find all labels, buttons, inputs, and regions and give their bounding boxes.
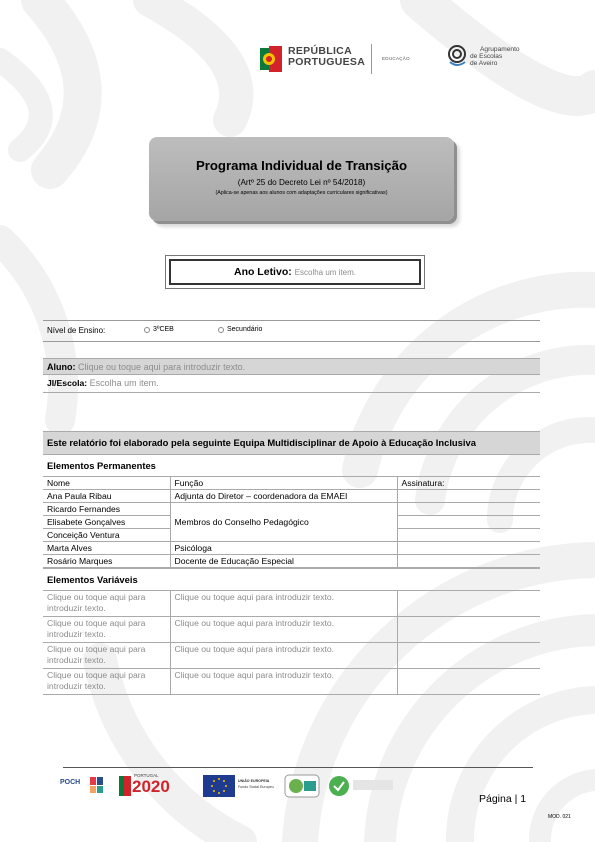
member-name: Conceição Ventura (43, 529, 170, 542)
radio-circle-icon (218, 327, 224, 333)
signature-cell[interactable] (397, 542, 540, 555)
table-row (43, 643, 540, 669)
eu-text: UNIÃO EUROPEIA Fundo Social Europeu (238, 779, 274, 789)
signature-cell[interactable] (397, 669, 540, 695)
poch-emblem-icon (88, 775, 106, 795)
variavel-nome-input[interactable]: Clique ou toque aqui para introduzir texto. (43, 591, 170, 617)
footer-divider (63, 767, 533, 768)
header-nome: Nome (43, 477, 170, 490)
variavel-funcao-input[interactable]: Clique ou toque aqui para introduzir texto. (170, 617, 397, 643)
ano-letivo-label: Ano Letivo: (233, 266, 292, 278)
portugal-2020-logo: 2020 (132, 777, 170, 796)
portugal-emblem-icon (258, 42, 284, 74)
equipa-title: Este relatório foi elaborado pela seguinte Equipa Multidisciplinar de Apoio à Educação Inclusiva (43, 431, 540, 454)
escola-label: JI/Escola: (47, 378, 88, 388)
logo-divider (371, 44, 372, 74)
signature-cell[interactable] (397, 503, 540, 516)
nivel-ensino-label: Nível de Ensino: (47, 326, 106, 335)
agrupamento-emblem-icon (448, 44, 468, 68)
ano-letivo-box (165, 255, 425, 289)
signature-cell[interactable] (397, 617, 540, 643)
ano-letivo-field (169, 259, 421, 285)
variavel-nome-input[interactable]: Clique ou toque aqui para introduzir texto. (43, 669, 170, 695)
table-row (43, 490, 540, 503)
signature-cell[interactable] (397, 555, 540, 568)
table-row (43, 669, 540, 695)
elementos-permanentes-title: Elementos Permanentes (43, 454, 540, 476)
member-name: Ana Paula Ribau (43, 490, 170, 503)
nivel-ensino-row (43, 320, 540, 342)
selo-logo-icon (284, 774, 320, 798)
agrupamento-logo (448, 44, 548, 74)
variavel-nome-input[interactable]: Clique ou toque aqui para introduzir texto. (43, 617, 170, 643)
member-name: Elisabete Gonçalves (43, 516, 170, 529)
eu-flag-icon (203, 775, 235, 797)
header-funcao: Função (170, 477, 397, 490)
ano-letivo-dropdown[interactable]: Escolha um item. (294, 267, 357, 277)
radio-secundario[interactable] (218, 326, 262, 333)
member-name: Ricardo Fernandes (43, 503, 170, 516)
table-row (43, 617, 540, 643)
table-row (43, 542, 540, 555)
radio-secundario-label: Secundário (227, 326, 263, 333)
member-funcao: Docente de Educação Especial (170, 555, 397, 568)
agrupamento-text: Agrupamento de Escolas de Aveiro (470, 46, 520, 67)
table-header-row (43, 477, 540, 490)
signature-cell[interactable] (397, 643, 540, 669)
elementos-variaveis-table (43, 590, 540, 695)
header-assinatura: Assinatura: (397, 477, 540, 490)
signature-cell[interactable] (397, 516, 540, 529)
variavel-funcao-input[interactable]: Clique ou toque aqui para introduzir texto. (170, 643, 397, 669)
radio-3ceb[interactable] (144, 326, 174, 333)
document-note: (Aplica-se apenas aos alunos com adaptações curriculares significativas) (215, 190, 388, 196)
table-row (43, 555, 540, 568)
signature-cell[interactable] (397, 529, 540, 542)
signature-cell[interactable] (397, 591, 540, 617)
conformidade-seal-icon (328, 775, 350, 797)
variavel-funcao-input[interactable]: Clique ou toque aqui para introduzir texto. (170, 591, 397, 617)
document-title-box (149, 137, 454, 221)
republica-portuguesa-logo (258, 42, 418, 76)
footer-logos (60, 773, 400, 799)
table-row (43, 591, 540, 617)
conformidade-text-block (353, 780, 393, 790)
aluno-row (43, 358, 540, 375)
portugal-label: PORTUGAL (134, 773, 159, 778)
member-funcao: Psicóloga (170, 542, 397, 555)
member-name: Marta Alves (43, 542, 170, 555)
variavel-nome-input[interactable]: Clique ou toque aqui para introduzir texto. (43, 643, 170, 669)
document-title: Programa Individual de Transição (195, 158, 408, 173)
mod-code: MOD. 021 (548, 814, 571, 820)
educacao-label: EDUCAÇÃO (382, 56, 410, 61)
document-subtitle: (Artº 25 do Decreto Lei nº 54/2018) (237, 178, 366, 187)
radio-circle-icon (144, 327, 150, 333)
page-number: Página | 1 (479, 793, 527, 805)
portugal-2020-emblem-icon (118, 774, 132, 798)
republica-text: REPÚBLICA PORTUGUESA (288, 45, 366, 68)
poch-logo: POCH (60, 779, 81, 786)
member-funcao: Adjunta do Diretor – coordenadora da EMAEI (170, 490, 397, 503)
aluno-input[interactable]: Clique ou toque aqui para introduzir texto. (78, 362, 246, 372)
equipa-section (43, 431, 540, 695)
member-name: Rosário Marques (43, 555, 170, 568)
radio-3ceb-label: 3ºCEB (153, 326, 174, 333)
escola-dropdown[interactable]: Escolha um item. (89, 378, 159, 388)
elementos-variaveis-title: Elementos Variáveis (43, 568, 540, 590)
member-funcao: Membros do Conselho Pedagógico (170, 503, 397, 542)
signature-cell[interactable] (397, 490, 540, 503)
table-row (43, 503, 540, 516)
elementos-permanentes-table (43, 476, 540, 568)
aluno-label: Aluno: (47, 362, 76, 372)
variavel-funcao-input[interactable]: Clique ou toque aqui para introduzir texto. (170, 669, 397, 695)
escola-row (43, 374, 540, 393)
